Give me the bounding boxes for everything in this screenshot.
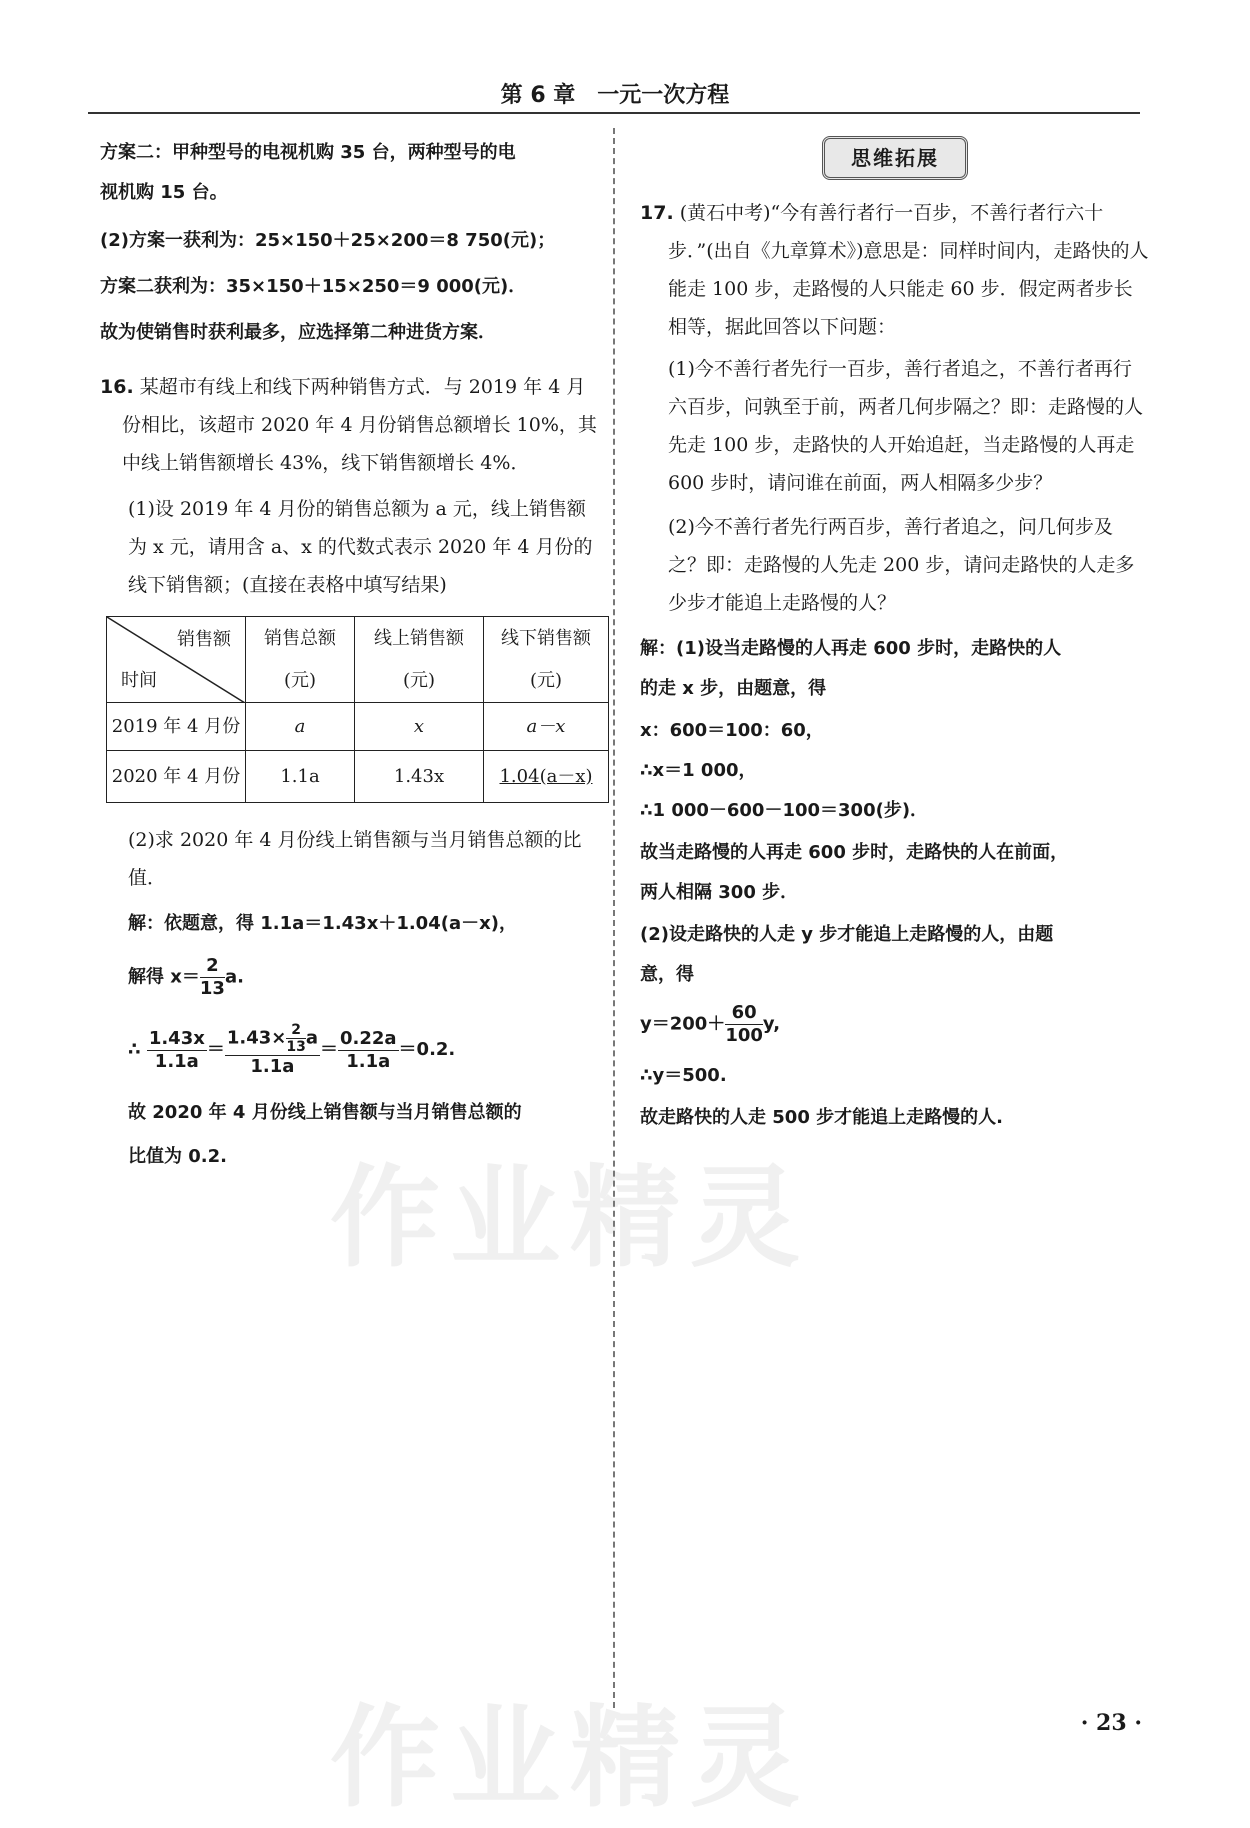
answer-17-part2-line5: 故走路快的人走 500 步才能追上走路慢的人. xyxy=(640,1107,1003,1128)
chapter-header: 第 6 章 一元一次方程 xyxy=(500,83,730,108)
answer-17-line6: 故当走路慢的人再走 600 步时，走路快的人在前面， xyxy=(640,842,1069,863)
question-16-part2: (2)求 2020 年 4 月份线上销售额与当月销售总额的比值． xyxy=(128,829,582,889)
question-16-part1: (1)设 2019 年 4 月份的销售总额为 a 元，线上销售额为 x 元，请用含 a、x 的代数式表示 2020 年 4 月份的线下销售额；(直接在表格中填写结果) xyxy=(128,498,593,596)
cell: a－x xyxy=(484,703,609,751)
fraction-ratio-1: $\frac{1.43x}{1.1a}$ xyxy=(148,1027,205,1072)
table-row xyxy=(107,703,609,751)
corner-bottom-label: 时间 xyxy=(121,670,157,691)
table-header-online: 线上销售额 (元) xyxy=(355,617,484,703)
section-badge-wrap xyxy=(640,136,1150,180)
left-column xyxy=(100,130,600,1170)
right-column xyxy=(640,130,1150,1131)
solution-line3: ∴ $\frac{1.43x}{1.1a}$ ＝ 1.43× $\frac{2}{13}$ a 1.1a ＝ $\frac{0.22a}{1.1a}$ ＝0.2. xyxy=(128,1022,456,1077)
corner-top-label: 销售额 xyxy=(177,629,231,650)
row-label: 2019 年 4 月份 xyxy=(107,703,246,751)
answer-17-part2-line2: 意，得 xyxy=(640,964,694,985)
answer-17-part2-line1: (2)设走路快的人走 y 步才能追上走路慢的人，由题 xyxy=(640,924,1054,945)
table-header-total: 销售总额 (元) xyxy=(246,617,355,703)
watermark-mid: 作业精灵 xyxy=(330,1154,810,1282)
cell: 1.43x xyxy=(355,751,484,803)
section-badge: 思维拓展 xyxy=(822,136,968,180)
answer-17-line7: 两人相隔 300 步． xyxy=(640,882,799,903)
answer-17-part2-line3: y＝200＋ $\frac{60}{100}$ y, xyxy=(640,1002,781,1046)
plan-conclusion: 故为使销售时获利最多，应选择第二种进货方案． xyxy=(100,322,496,343)
table-header-offline: 线下销售额 (元) xyxy=(484,617,609,703)
cell-answer: 1.04(a－x) xyxy=(484,751,609,803)
question-16 xyxy=(100,368,600,482)
plan2-line1: 方案二：甲种型号的电视机购 35 台，两种型号的电 xyxy=(100,142,516,163)
fraction-2-13: $\frac{2}{13}$ xyxy=(199,955,225,999)
page-number: · 23 · xyxy=(1080,1710,1142,1736)
answer-17-line5: ∴1 000－600－100＝300(步)． xyxy=(640,800,929,821)
question-16-text: 某超市有线上和线下两种销售方式．与 2019 年 4 月份相比，该超市 2020 年 4 月份销售总额增长 10%，其中线上销售额增长 43%，线下销售额增长 4%． xyxy=(122,376,597,474)
question-17-part1: (1)今不善行者先行一百步，善行者追之，不善行者再行六百步，问孰至于前，两者几何步隔之？即：走路慢的人先走 100 步，走路快的人开始追赶，当走路慢的人再走 600 步时，请问谁在前面，两人相隔多少步？ xyxy=(668,358,1144,494)
table-corner-cell xyxy=(107,617,246,703)
question-17-number: 17. xyxy=(640,202,674,224)
answer-17-line3: x：600＝100：60， xyxy=(640,720,824,741)
fraction-ratio-3: $\frac{0.22a}{1.1a}$ xyxy=(339,1027,397,1072)
answer-17-line2: 的走 x 步，由题意，得 xyxy=(640,678,827,699)
answer-17-line1: 解：(1)设当走路慢的人再走 600 步时，走路快的人 xyxy=(640,638,1062,659)
row-label: 2020 年 4 月份 xyxy=(107,751,246,803)
cell: a xyxy=(246,703,355,751)
table-row xyxy=(107,751,609,803)
header-rule xyxy=(88,112,1140,114)
question-17-part2: (2)今不善行者先行两百步，善行者追之，问几何步及之？即：走路慢的人先走 200 步，请问走路快的人走多少步才能追上走路慢的人？ xyxy=(668,516,1135,614)
final-line2: 比值为 0.2. xyxy=(128,1146,227,1167)
question-17-text: (黄石中考)“今有善行者行一百步，不善行者行六十步．”(出自《九章算术》)意思是：同样时间内，走路快的人能走 100 步，走路慢的人只能走 60 步．假定两者步长相等，据此回答以下问题： xyxy=(668,202,1149,338)
profit-plan1: (2)方案一获利为：25×150＋25×200＝8 750(元)； xyxy=(100,230,556,251)
answer-17-line4: ∴x＝1 000， xyxy=(640,760,757,781)
fraction-60-100: $\frac{60}{100}$ xyxy=(725,1002,763,1046)
cell: 1.1a xyxy=(246,751,355,803)
solution-line1: 解：依题意，得 1.1a＝1.43x＋1.04(a－x)， xyxy=(128,913,517,934)
profit-plan2: 方案二获利为：35×150＋15×250＝9 000(元)． xyxy=(100,276,527,297)
fraction-ratio-2: 1.43× $\frac{2}{13}$ a 1.1a xyxy=(226,1022,318,1077)
final-line1: 故 2020 年 4 月份线上销售额与当月销售总额的 xyxy=(128,1102,522,1123)
cell: x xyxy=(355,703,484,751)
question-17 xyxy=(640,194,1150,346)
sales-table xyxy=(106,616,609,803)
answer-17-part2-line4: ∴y＝500. xyxy=(640,1065,727,1086)
solution-line2: 解得 x＝ $\frac{2}{13}$ a. xyxy=(128,955,244,999)
question-16-number: 16. xyxy=(100,376,134,398)
watermark-bottom: 作业精灵 xyxy=(330,1694,810,1822)
column-divider xyxy=(613,128,615,1708)
plan2-line2: 视机购 15 台。 xyxy=(100,182,228,203)
